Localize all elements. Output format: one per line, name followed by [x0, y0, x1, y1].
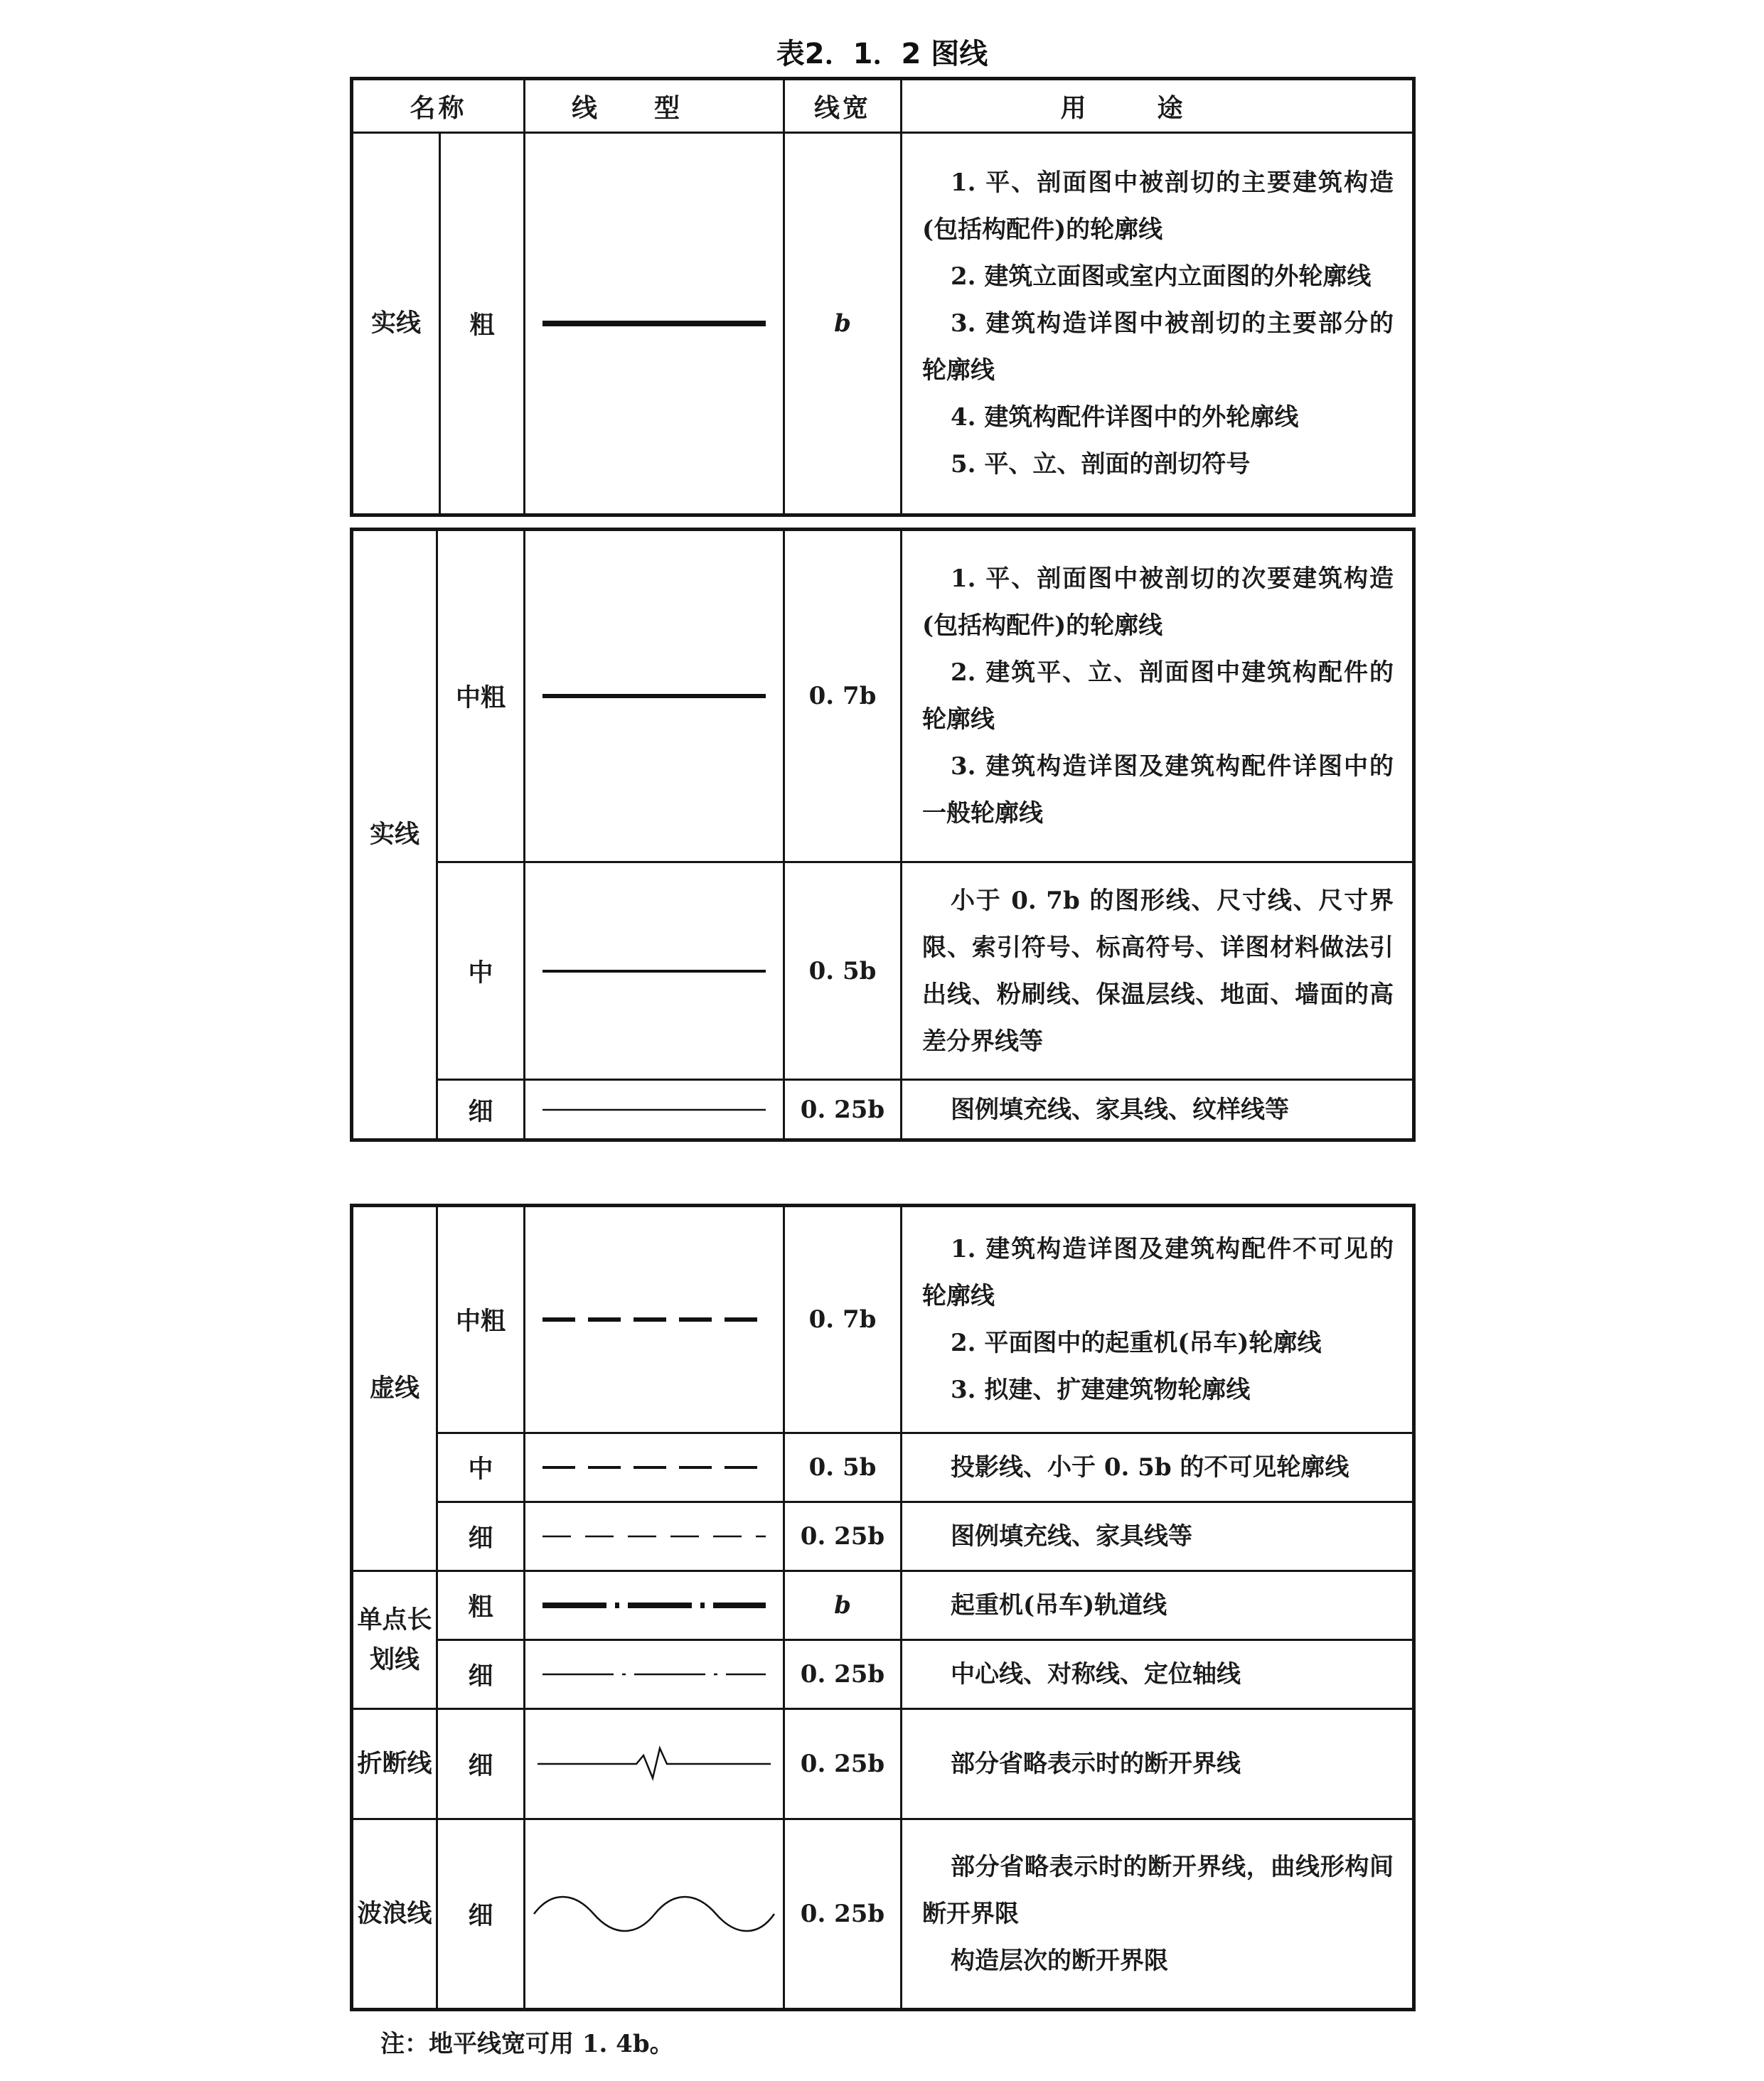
- row-uses: [902, 1206, 1414, 1433]
- use-item: 投影线、小于 0. 5b 的不可见轮廓线: [951, 1453, 1349, 1482]
- dash-dot-line-icon: [537, 1664, 771, 1685]
- use-item: 1. 建筑构造详图及建筑构配件不可见的轮廓线: [922, 1235, 1394, 1310]
- line-sample-solid-thin: [525, 1080, 784, 1140]
- row-width: b: [784, 133, 902, 515]
- row-sub: 细: [437, 1640, 525, 1709]
- table-row: [352, 530, 1414, 862]
- use-item: 1. 平、剖面图中被剖切的次要建筑构造(包括构配件)的轮廓线: [922, 565, 1394, 640]
- use-item: 部分省略表示时的断开界线，曲线形构间断开界限: [922, 1853, 1394, 1928]
- row-sub: 粗: [437, 1571, 525, 1640]
- use-item: 2. 建筑平、立、剖面图中建筑构配件的轮廓线: [922, 658, 1394, 734]
- table-row: [352, 1571, 1414, 1640]
- use-item: 图例填充线、家具线、纹样线等: [951, 1095, 1289, 1124]
- row-uses: [902, 133, 1414, 515]
- table-row: [352, 1709, 1414, 1819]
- header-row: [352, 79, 1414, 133]
- line-sample-wave: [525, 1819, 784, 2010]
- use-item: 构造层次的断开界限: [951, 1947, 1168, 1975]
- row-sub: 中粗: [437, 530, 525, 862]
- solid-line-icon: [537, 309, 771, 338]
- solid-line-icon: [537, 682, 771, 710]
- solid-line-icon: [537, 957, 771, 985]
- row-sub: 中: [437, 862, 525, 1080]
- row-uses: [902, 1640, 1414, 1709]
- dashed-line-icon: [537, 1526, 771, 1547]
- line-sample-solid-medium: [525, 862, 784, 1080]
- dash-dot-line-icon: [537, 1591, 771, 1620]
- row-name: 波浪线: [352, 1819, 437, 2010]
- table-row: [352, 1819, 1414, 2010]
- row-uses: [902, 862, 1414, 1080]
- line-table-block-3: [350, 1204, 1416, 2011]
- table-row: [352, 1080, 1414, 1140]
- row-width: 0. 7b: [784, 1206, 902, 1433]
- break-line-icon: [533, 1735, 775, 1792]
- row-sub: 中粗: [437, 1206, 525, 1433]
- row-sub: 细: [437, 1819, 525, 2010]
- wave-line-icon: [530, 1885, 779, 1942]
- use-item: 图例填充线、家具线等: [951, 1522, 1192, 1551]
- row-name: 实线: [353, 134, 441, 513]
- row-width: 0. 5b: [784, 1433, 902, 1502]
- table-row: [352, 1640, 1414, 1709]
- table-row: [352, 1502, 1414, 1571]
- line-table-block-2: [350, 528, 1416, 1142]
- line-table-block-1: [350, 77, 1416, 517]
- row-sub: 细: [437, 1080, 525, 1140]
- row-name: 单点长划线: [352, 1571, 437, 1709]
- use-item: 4. 建筑构配件详图中的外轮廓线: [951, 403, 1299, 432]
- row-uses: [902, 1080, 1414, 1140]
- row-uses: [902, 1433, 1414, 1502]
- row-name: 实线: [352, 530, 437, 1140]
- table-row: [352, 1206, 1414, 1433]
- row-sub: 细: [437, 1709, 525, 1819]
- use-item: 部分省略表示时的断开界线: [951, 1750, 1241, 1778]
- table-row: [352, 1433, 1414, 1502]
- table-title: 表2．1．2 图线: [776, 38, 988, 70]
- line-sample-dash-dot-thin: [525, 1640, 784, 1709]
- use-item: 小于 0. 7b 的图形线、尺寸线、尺寸界限、索引符号、标高符号、详图材料做法引出线、粉刷线、保温层线、地面、墙面的高差分界线等: [922, 886, 1394, 1056]
- row-sub: 中: [437, 1433, 525, 1502]
- use-item: 中心线、对称线、定位轴线: [951, 1660, 1241, 1689]
- line-sample-break: [525, 1709, 784, 1819]
- table-row: [352, 862, 1414, 1080]
- line-sample-dashed-medium: [525, 1433, 784, 1502]
- header-width: 线宽: [784, 79, 902, 133]
- dashed-line-icon: [537, 1305, 771, 1334]
- row-width: 0. 25b: [784, 1819, 902, 2010]
- line-sample-dash-dot-thick: [525, 1571, 784, 1640]
- line-sample-solid-medium-thick: [525, 530, 784, 862]
- header-use: 用途: [902, 79, 1414, 133]
- line-sample-solid-thick: [525, 133, 784, 515]
- row-sub: 粗: [469, 311, 495, 340]
- row-width: 0. 5b: [784, 862, 902, 1080]
- use-item: 起重机(吊车)轨道线: [951, 1591, 1167, 1620]
- header-name: 名称: [352, 79, 525, 133]
- use-item: 2. 平面图中的起重机(吊车)轮廓线: [951, 1329, 1322, 1357]
- row-width: 0. 25b: [784, 1709, 902, 1819]
- row-uses: [902, 1709, 1414, 1819]
- row-name: 虚线: [352, 1206, 437, 1571]
- footnote: 注：地平线宽可用 1. 4b。: [380, 2030, 674, 2058]
- use-item: 3. 建筑构造详图中被剖切的主要部分的轮廓线: [922, 309, 1394, 385]
- row-uses: [902, 530, 1414, 862]
- use-item: 1. 平、剖面图中被剖切的主要建筑构造(包括构配件)的轮廓线: [922, 168, 1394, 244]
- row-sub: 细: [437, 1502, 525, 1571]
- line-sample-dashed-medium-thick: [525, 1206, 784, 1433]
- header-type: 线型: [525, 79, 784, 133]
- row-width: b: [784, 1571, 902, 1640]
- table-row: [352, 133, 1414, 515]
- row-width: 0. 25b: [784, 1640, 902, 1709]
- use-item: 5. 平、立、剖面的剖切符号: [951, 450, 1251, 478]
- use-item: 2. 建筑立面图或室内立面图的外轮廓线: [951, 262, 1372, 291]
- row-uses: [902, 1819, 1414, 2010]
- line-sample-dashed-thin: [525, 1502, 784, 1571]
- row-width: 0. 25b: [784, 1502, 902, 1571]
- use-item: 3. 拟建、扩建建筑物轮廓线: [951, 1376, 1251, 1404]
- use-item: 3. 建筑构造详图及建筑构配件详图中的一般轮廓线: [922, 752, 1394, 828]
- row-name: 折断线: [352, 1709, 437, 1819]
- solid-line-icon: [537, 1099, 771, 1120]
- row-uses: [902, 1571, 1414, 1640]
- row-width: 0. 25b: [784, 1080, 902, 1140]
- row-width: 0. 7b: [784, 530, 902, 862]
- dashed-line-icon: [537, 1457, 771, 1478]
- row-uses: [902, 1502, 1414, 1571]
